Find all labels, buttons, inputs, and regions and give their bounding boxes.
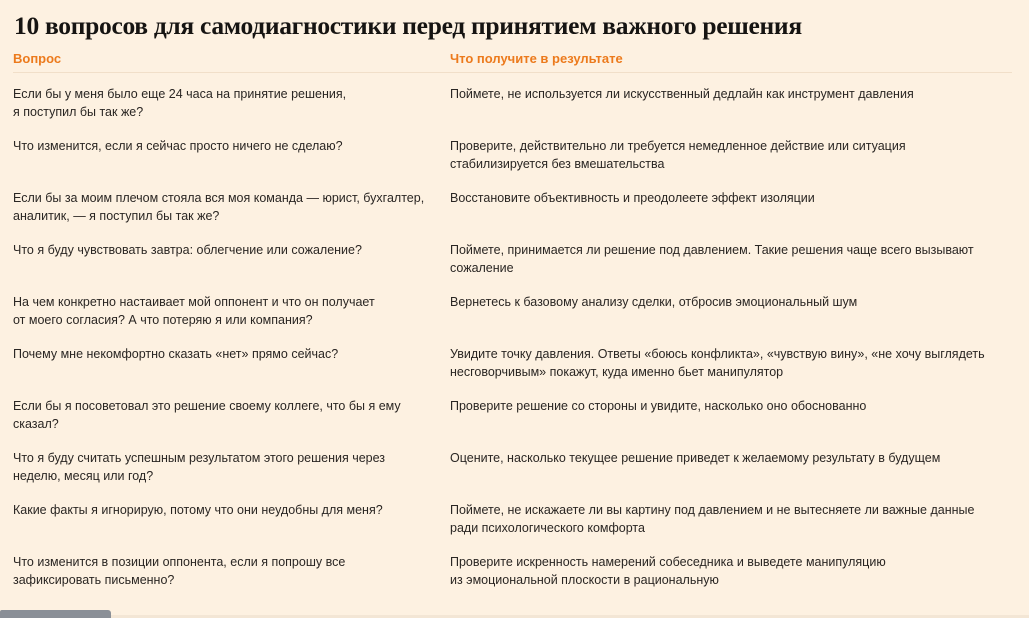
horizontal-scrollbar-thumb[interactable]	[0, 610, 111, 618]
result-cell: Проверите решение со стороны и увидите, насколько оно обоснованно	[450, 399, 867, 413]
result-cell: Восстановите объективность и преодолеете эффект изоляции	[450, 191, 815, 205]
question-cell: Если бы за моим плечом стояла вся моя команда — юрист, бухгалтер, аналитик, — я поступил бы так же?	[13, 191, 425, 223]
result-cell: Поймете, принимается ли решение под давлением. Такие решения чаще всего вызывают сожаление	[450, 243, 974, 275]
question-cell: Какие факты я игнорирую, потому что они неудобны для меня?	[13, 503, 383, 517]
table-row	[13, 281, 1012, 333]
result-cell: Поймете, не искажаете ли вы картину под давлением и не вытесняете ли важные данные ради психологического комфорта	[450, 503, 975, 535]
result-cell: Оцените, насколько текущее решение приведет к желаемому результату в будущем	[450, 451, 941, 465]
table-row	[13, 177, 1012, 229]
question-cell: Если бы у меня было еще 24 часа на принятие решения, я поступил бы так же?	[13, 87, 347, 119]
question-cell: Почему мне некомфортно сказать «нет» прямо сейчас?	[13, 347, 339, 361]
table-row	[13, 333, 1012, 385]
question-cell: Что я буду считать успешным результатом этого решения через неделю, месяц или год?	[13, 451, 386, 483]
result-cell: Проверите, действительно ли требуется немедленное действие или ситуация стабилизируется без вмешательства	[450, 139, 906, 171]
page-title: 10 вопросов для самодиагностики перед принятием важного решения	[14, 11, 802, 40]
table-row	[13, 541, 1012, 593]
result-cell: Проверите искренность намерений собеседника и выведете манипуляцию из эмоциональной плоскости в рациональную	[450, 555, 886, 587]
table-row	[13, 385, 1012, 437]
table-header	[13, 50, 1012, 73]
table-row	[13, 489, 1012, 541]
column-header-result: Что получите в результате	[450, 51, 623, 66]
result-cell: Вернетесь к базовому анализу сделки, отбросив эмоциональный шум	[450, 295, 858, 309]
question-cell: Что я буду чувствовать завтра: облегчение или сожаление?	[13, 243, 362, 257]
question-cell: Что изменится, если я сейчас просто ничего не сделаю?	[13, 139, 343, 153]
result-cell: Поймете, не используется ли искусственный дедлайн как инструмент давления	[450, 87, 914, 101]
table-row	[13, 73, 1012, 125]
table-row	[13, 437, 1012, 489]
column-header-question: Вопрос	[13, 51, 62, 66]
result-cell: Увидите точку давления. Ответы «боюсь конфликта», «чувствую вину», «не хочу выглядеть несговорчивым» покажут, куда именно бьет манипулятор	[450, 347, 985, 379]
table-row	[13, 229, 1012, 281]
question-cell: На чем конкретно настаивает мой оппонент и что он получает от моего согласия? А что потеряю я или компания?	[13, 295, 375, 327]
question-cell: Что изменится в позиции оппонента, если я попрошу все зафиксировать письменно?	[13, 555, 346, 587]
question-cell: Если бы я посоветовал это решение своему коллеге, что бы я ему сказал?	[13, 399, 401, 431]
self-diagnosis-table	[13, 50, 1012, 593]
table-row	[13, 125, 1012, 177]
